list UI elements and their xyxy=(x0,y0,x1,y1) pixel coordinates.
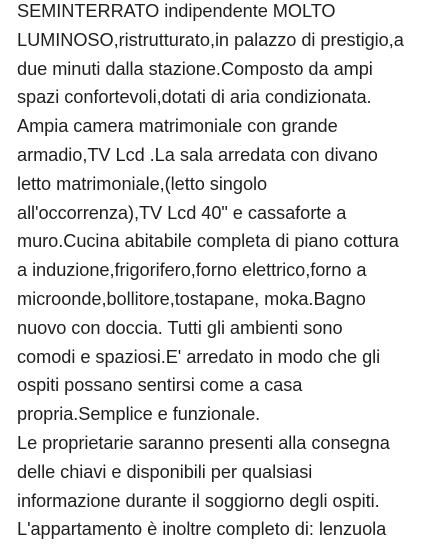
description-line: LUMINOSO,ristrutturato,in palazzo di prestigio,a xyxy=(17,29,404,50)
description-line: nuovo con doccia. Tutti gli ambienti sono xyxy=(17,317,343,338)
description-line: ospiti possano sentirsi come a casa xyxy=(17,375,303,396)
description-line: spazi confortevoli,dotati di aria condizionata. xyxy=(17,87,372,108)
description-line: armadio,TV Lcd .La sala arredata con divano xyxy=(17,144,378,165)
description-line: comodi e spaziosi.E' arredato in modo che gli xyxy=(17,346,381,367)
description-line: Le proprietarie saranno presenti alla consegna xyxy=(17,432,390,453)
description-line: due minuti dalla stazione.Composto da ampi xyxy=(17,58,373,79)
description-line: all'occorrenza),TV Lcd 40" e cassaforte a xyxy=(17,202,347,223)
description-line: letto matrimoniale,(letto singolo xyxy=(17,173,268,194)
listing-description xyxy=(17,0,421,544)
description-line: propria.Semplice e funzionale. xyxy=(17,404,261,425)
description-line: a induzione,frigorifero,forno elettrico,forno a xyxy=(17,260,367,281)
description-line: microonde,bollitore,tostapane, moka.Bagno xyxy=(17,288,366,309)
description-line: L'appartamento è inoltre completo di: lenzuola xyxy=(17,519,387,540)
description-line: muro.Cucina abitabile completa di piano cottura xyxy=(17,231,399,252)
description-line: Ampia camera matrimoniale con grande xyxy=(17,116,338,137)
description-line: informazione durante il soggiorno degli ospiti. xyxy=(17,490,380,511)
description-line: delle chiavi e disponibili per qualsiasi xyxy=(17,461,313,482)
description-line: SEMINTERRATO indipendente MOLTO xyxy=(17,1,336,21)
